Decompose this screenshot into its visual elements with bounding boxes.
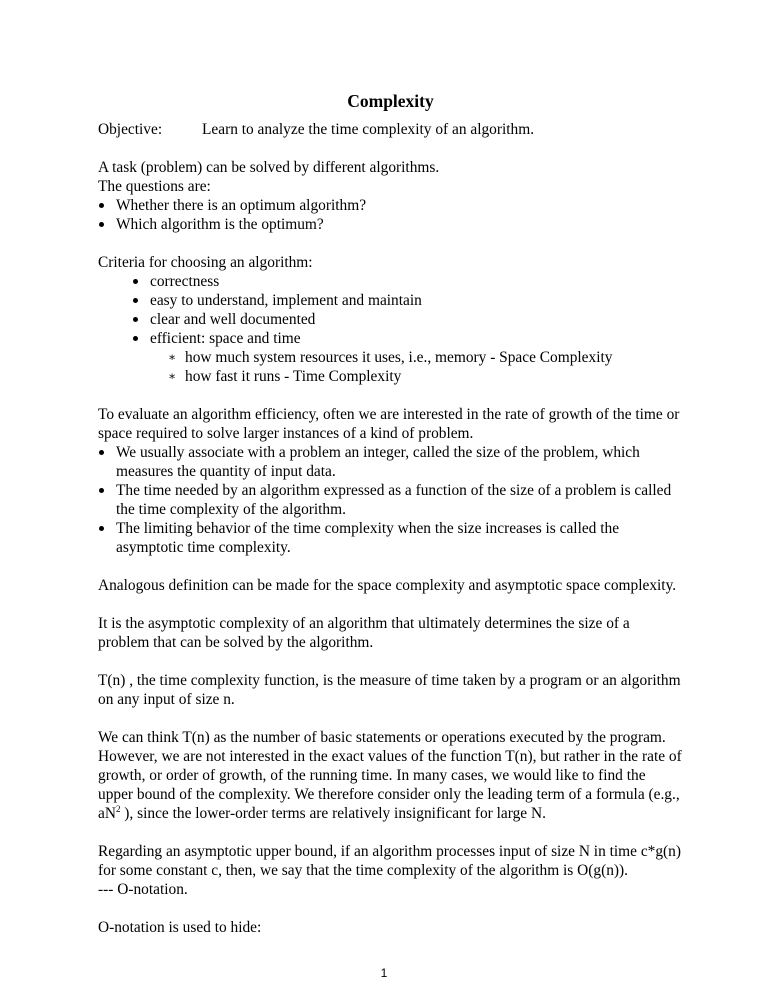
bullet-dot-icon <box>99 222 104 227</box>
bullet-dot-icon <box>99 203 104 208</box>
list-item <box>98 196 683 215</box>
criteria-heading: Criteria for choosing an algorithm: <box>98 254 313 271</box>
criteria-section <box>98 253 683 386</box>
analogous-paragraph: Analogous definition can be made for the space complexity and asymptotic space complexity. <box>98 577 677 594</box>
list-item <box>132 291 683 310</box>
bullet-dot-icon <box>133 317 138 322</box>
objective-label: Objective: <box>98 121 163 138</box>
list-item-text: easy to understand, implement and maintain <box>150 292 422 309</box>
page-content <box>98 90 683 937</box>
list-item <box>98 215 683 234</box>
criteria-sub-bullet-list <box>98 348 683 386</box>
growth-rate-text-after: ), since the lower-order terms are relatively insignificant for large N. <box>120 805 546 822</box>
objective-text: Learn to analyze the time complexity of an algorithm. <box>202 121 535 138</box>
criteria-bullet-list <box>98 272 683 348</box>
list-item <box>132 272 683 291</box>
list-item <box>132 329 683 348</box>
list-item <box>168 367 683 386</box>
bullet-dot-icon <box>99 450 104 455</box>
bullet-dot-icon <box>133 336 138 341</box>
intro-line-2: The questions are: <box>98 178 211 195</box>
page-number: 1 <box>380 966 388 980</box>
intro-bullet-list <box>98 196 683 234</box>
efficiency-paragraph: To evaluate an algorithm efficiency, often we are interested in the rate of growth of the time or space required to solve larger instances of a kind of problem. <box>98 406 680 442</box>
o-notation-line: --- O-notation. <box>98 881 188 898</box>
list-item-text: The time needed by an algorithm expressed as a function of the size of a problem is called the time complexity of the algorithm. <box>116 482 672 518</box>
exponent: 2 <box>115 804 121 814</box>
list-item-text: correctness <box>150 273 220 290</box>
intro-section <box>98 158 683 234</box>
bullet-dot-icon <box>133 279 138 284</box>
growth-rate-text-before: We can think T(n) as the number of basic statements or operations executed by the program. However, we are not interested in the exact values of the function T(n), but rather in the rate of growth, or order of growth, of the running time. In many cases, we would like to find the upper bound of the complexity. We therefore consider only the leading term of a formula (e.g., aN <box>98 729 682 822</box>
list-item <box>98 443 683 481</box>
list-item-text: Whether there is an optimum algorithm? <box>116 197 367 214</box>
list-item-text: efficient: space and time <box>150 330 301 347</box>
list-item <box>132 310 683 329</box>
list-item-text: The limiting behavior of the time complexity when the size increases is called the asymptotic time complexity. <box>116 520 620 556</box>
efficiency-section <box>98 405 683 557</box>
upper-bound-paragraph: Regarding an asymptotic upper bound, if an algorithm processes input of size N in time c*g(n) for some constant c, then, we say that the time complexity of the algorithm is O(g(n)). <box>98 843 681 879</box>
page-title: Complexity <box>347 91 434 111</box>
upper-bound-section <box>98 842 683 899</box>
o-notation-intro: O-notation is used to hide: <box>98 919 262 936</box>
list-item <box>168 348 683 367</box>
bullet-dot-icon <box>133 298 138 303</box>
bullet-dot-icon <box>99 488 104 493</box>
list-item-text: clear and well documented <box>150 311 316 328</box>
list-item-text: We usually associate with a problem an integer, called the size of the problem, which measures the quantity of input data. <box>116 444 640 480</box>
list-item-text: how much system resources it uses, i.e., memory - Space Complexity <box>185 349 613 366</box>
objective-line <box>98 120 683 139</box>
bullet-dot-icon <box>99 526 104 531</box>
efficiency-bullet-list <box>98 443 683 557</box>
asterisk-bullet-icon: ∗ <box>168 369 177 383</box>
asterisk-bullet-icon: ∗ <box>168 350 177 364</box>
growth-rate-paragraph <box>98 728 683 823</box>
intro-line-1: A task (problem) can be solved by different algorithms. <box>98 159 440 176</box>
time-function-paragraph: T(n) , the time complexity function, is the measure of time taken by a program or an algorithm on any input of size n. <box>98 672 681 708</box>
list-item-text: how fast it runs - Time Complexity <box>185 368 402 385</box>
list-item-text: Which algorithm is the optimum? <box>116 216 324 233</box>
list-item <box>98 519 683 557</box>
asymptotic-paragraph: It is the asymptotic complexity of an algorithm that ultimately determines the size of a problem that can be solved by the algorithm. <box>98 615 630 651</box>
list-item <box>98 481 683 519</box>
